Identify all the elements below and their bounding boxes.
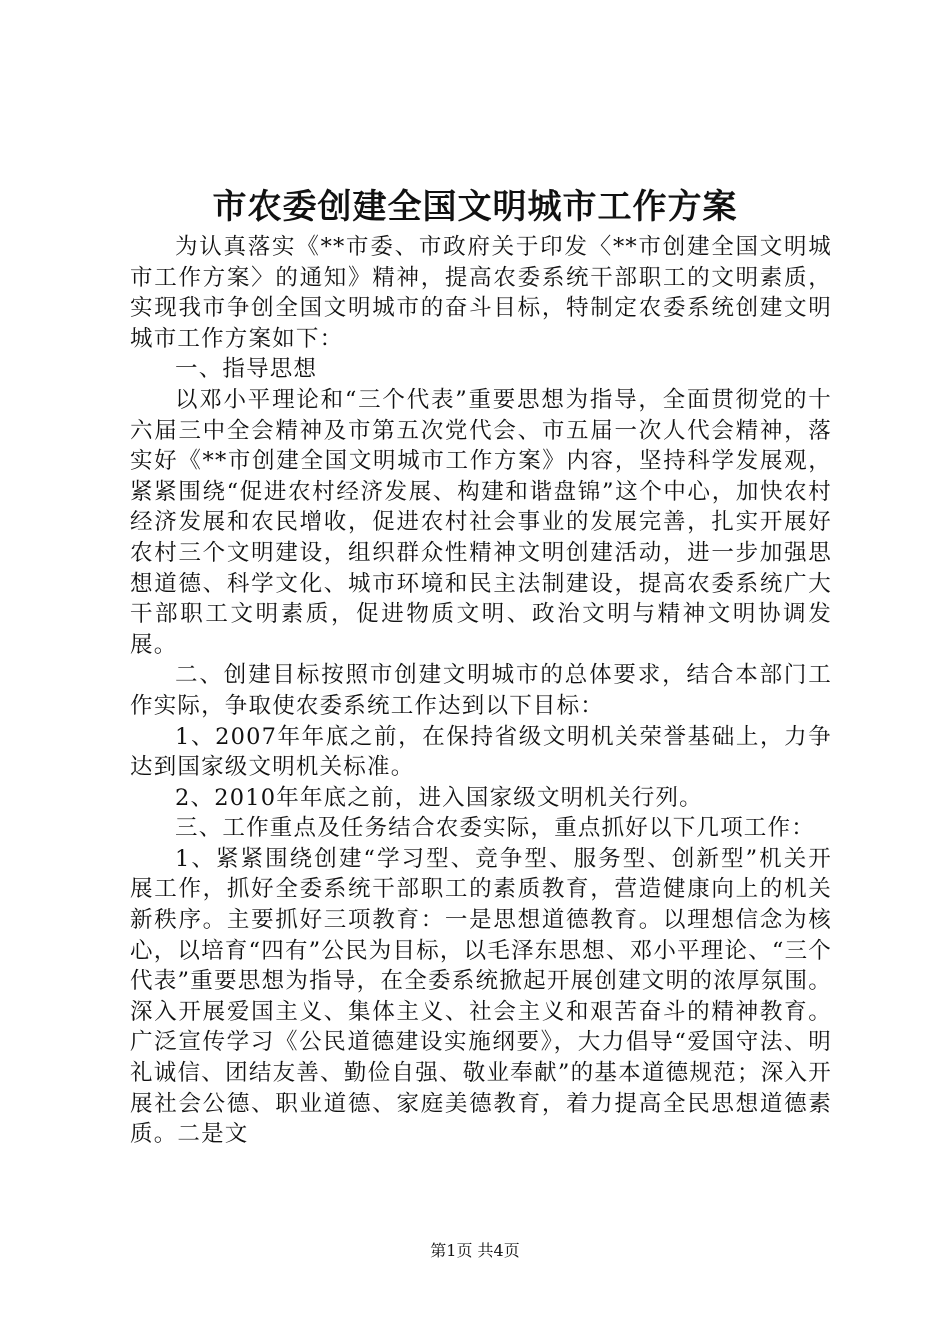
- paragraph-task-1: 1、紧紧围绕创建“学习型、竞争型、服务型、创新型”机关开展工作，抓好全委系统干部职工的素质教育，营造健康向上的机关新秩序。主要抓好三项教育：一是思想道德教育。以理想信念为核心，以培育“四有”公民为目标，以毛泽东思想、邓小平理论、“三个代表”重要思想为指导，在全委系统掀起开展创建文明的浓厚氛围。深入开展爱国主义、集体主义、社会主义和艰苦奋斗的精神教育。广泛宣传学习《公民道德建设实施纲要》，大力倡导“爱国守法、明礼诚信、团结友善、勤俭自强、敬业奉献”的基本道德规范；深入开展社会公德、职业道德、家庭美德教育，着力提高全民思想道德素质。二是文: [130, 845, 832, 1148]
- document-title: 市农委创建全国文明城市工作方案: [212, 187, 738, 227]
- paragraph-goal-1: 1、2007年年底之前，在保持省级文明机关荣誉基础上，力争达到国家级文明机关标准。: [130, 723, 832, 781]
- page-footer: 第1页 共4页: [430, 1241, 520, 1260]
- document-body: [130, 232, 832, 1150]
- paragraph-goal-2: 2、2010年年底之前，进入国家级文明机关行列。: [175, 784, 703, 811]
- heading-goals: 二、创建目标按照市创建文明城市的总体要求，结合本部门工作实际，争取使农委系统工作达到以下目标：: [130, 662, 832, 719]
- heading-guiding-ideology: 一、指导思想: [175, 356, 318, 383]
- heading-key-tasks: 三、工作重点及任务结合农委实际，重点抓好以下几项工作：: [175, 815, 815, 842]
- paragraph-intro: 为认真落实《**市委、市政府关于印发〈**市创建全国文明城市工作方案〉的通知》精神，提高农委系统干部职工的文明素质，实现我市争创全国文明城市的奋斗目标，特制定农委系统创建文明城市工作方案如下：: [130, 234, 832, 352]
- paragraph-guiding-ideology: 以邓小平理论和“三个代表”重要思想为指导，全面贯彻党的十六届三中全会精神及市第五次党代会、市五届一次人代会精神，落实好《**市创建全国文明城市工作方案》内容，坚持科学发展观，紧紧围绕“促进农村经济发展、构建和谐盘锦”这个中心，加快农村经济发展和农民增收，促进农村社会事业的发展完善，扎实开展好农村三个文明建设，组织群众性精神文明创建活动，进一步加强思想道德、科学文化、城市环境和民主法制建设，提高农委系统广大干部职工文明素质，促进物质文明、政治文明与精神文明协调发展。: [130, 386, 832, 658]
